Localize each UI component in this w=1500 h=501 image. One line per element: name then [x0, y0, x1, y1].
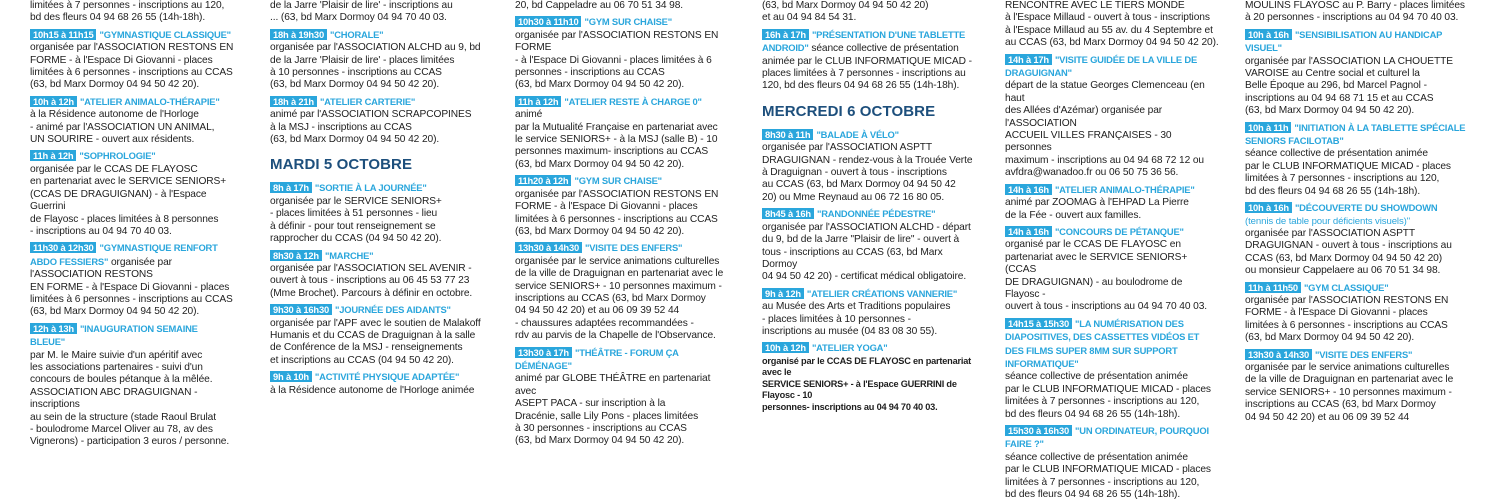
event-body: animé par la Mutualité Française en partenariat avec le service SENIORS+ - à la MSJ (salle B) - 10 personnes maximum- inscriptions au CCAS (63, bd Marx Dormoy 04 94 50 42 20). [515, 109, 718, 170]
event-body: séance collective de présentation animée par le CLUB INFORMATIQUE MICAD - places limitées à 7 personnes - inscriptions au 120, bd des fleurs 04 94 68 26 55 (14h-18h). [1005, 451, 1211, 501]
event-body: organisée par l'ASSOCIATION LA CHOUETTE VAROISE au Centre social et culturel la Belle Époque au 296, bd Marcel Pagnol - inscriptions au 04 94 68 71 15 et au CCAS (63, bd Marx Dormoy 04 94 50 42 20). [1245, 55, 1453, 117]
event-body: animé par l'ASSOCIATION SCRAPCOPINES à la MSJ - inscriptions au CCAS (63, bd Marx Dormoy 04 94 50 42 20). [270, 109, 472, 146]
event-body: animé par GLOBE THÉÂTRE en partenariat avec ASEPT PACA - sur inscription à la Dracénie, salle Lily Pons - places limitées à 30 personnes - inscriptions au CCAS (63, bd Marx Dormoy 04 94 50 42 20). [515, 373, 711, 447]
event-time: 10h à 12h [762, 342, 809, 353]
event-time: 10h15 à 11h15 [30, 29, 96, 40]
top-fragment: RENCONTRE AVEC LE TIERS MONDE à l'Espace Millaud - ouvert à tous - inscriptions à l'Espace Millaud au 55 av. du 4 Septembre et au CCAS (63, bd Marx Dormoy 04 94 50 42 20). [1005, 0, 1219, 49]
event-title: "SORTIE À LA JOURNÉE" [314, 182, 427, 194]
event-title: "ATELIER ANIMALO-THÉRAPIE" [79, 95, 220, 107]
event-title: "GYMNASTIQUE RENFORT ABDO FESSIERS" [30, 242, 218, 267]
event-time: 8h à 17h [270, 182, 312, 193]
event-visite-guidee [1005, 54, 1219, 180]
event-title: "ATELIER ANIMALO-THÉRAPIE" [1054, 183, 1195, 195]
event-body: organisée par l'ASSOCIATION ALCHD - départ du 9, bd de la Jarre "Plaisir de lire" - ouvert à tous - inscriptions au CCAS (63, bd Marx Dormoy 04 94 50 42 20) - certificat médical obligatoire. [762, 221, 971, 283]
event-time: 11h à 11h50 [1245, 282, 1301, 293]
top-fragment: MOULINS FLAYOSC au P. Barry - places limitées à 20 personnes - inscriptions au 04 94 70 40 03. [1245, 0, 1465, 24]
event-renfort-abdo [30, 242, 235, 318]
event-title: "INITIATION À LA TABLETTE SPÉCIALE SENIORS FACILOTAB" [1245, 121, 1466, 147]
event-gym-chaise [515, 16, 727, 91]
event-time: 15h30 à 16h30 [1005, 425, 1072, 436]
event-time: 16h à 17h [762, 29, 809, 40]
event-title: "ATELIER RESTE À CHARGE 0" [564, 95, 702, 107]
event-body: organisée par l'ASSOCIATION RESTONS EN FORME - à l'Espace Di Giovanni - places limitées à 6 personnes - inscriptions au CCAS (63, bd Marx Dormoy 04 94 50 42 20). [30, 256, 233, 318]
event-time: 13h30 à 14h30 [1245, 349, 1312, 360]
event-journee-aidants [270, 304, 482, 367]
event-title: "GYMNASTIQUE CLASSIQUE" [99, 28, 231, 40]
event-body: par M. le Maire suivie d'un apéritif avec les associations partenaires - suivi d'un concours de boules pétanque à la mêlée. ASSOCIATION ABC DRAGUIGNAN - inscriptions au sein de la structure (stade Raoul Brulat - boulodrome Marcel Oliver au 78, av des Vignerons) - participation 3 euros / personne. [30, 349, 230, 448]
event-time: 8h30 à 12h [270, 250, 322, 261]
event-title: "GYM SUR CHAISE" [584, 16, 672, 28]
event-body: organisée par le service animations culturelles de la ville de Draguignan en partenariat avec le service SENIORS+ - 10 personnes maximum - inscriptions au CCAS (63, bd Marx Dormoy 04 94 50 42 20) et au 06 09 39 52 44 [1245, 361, 1454, 423]
column-4 [762, 0, 980, 430]
event-time: 9h à 12h [762, 288, 804, 299]
event-title: "ATELIER CRÉATIONS VANNERIE" [806, 287, 958, 299]
event-title: "RANDONNÉE PÉDESTRE" [816, 208, 936, 220]
event-sortie-journee [270, 182, 482, 245]
event-body: organisée par l'ASSOCIATION RESTONS EN FORME - à l'Espace Di Giovanni - places limitées à 6 personnes - inscriptions au CCAS (63, bd Marx Dormoy 04 94 50 42 20). [515, 188, 719, 237]
event-title: "UN ORDINATEUR, POURQUOI FAIRE ?" [1005, 425, 1209, 450]
event-title: "GYM SUR CHAISE" [574, 175, 662, 187]
event-time: 14h à 17h [1005, 54, 1052, 65]
event-body: organisée par l'ASSOCIATION RESTONS EN FORME - à l'Espace Di Giovanni - places limitées à 6 personnes - inscriptions au CCAS (63, bd Marx Dormoy 04 94 50 42 20). [515, 29, 719, 91]
event-title: "MARCHE" [324, 249, 374, 261]
column-1 [30, 0, 235, 448]
event-title: "BALADE À VÉLO" [816, 128, 899, 140]
event-body: organisée par l'ASSOCIATION ALCHD au 9, bd de la Jarre 'Plaisir de lire' - places limitées à 10 personnes - inscriptions au CCAS (63, bd Marx Dormoy 04 94 50 42 20). [270, 42, 481, 91]
event-animalo-therapie [30, 96, 235, 147]
event-body: séance collective de présentation animée par le CLUB INFORMATIQUE MICAD - places limitées à 7 personnes - inscriptions au 120, bd des fleurs 04 94 68 26 55 (14h-18h). [762, 43, 972, 92]
event-title: "SENSIBILISATION AU HANDICAP VISUEL" [1245, 28, 1443, 54]
day-heading: MARDI 5 OCTOBRE [270, 156, 413, 174]
event-time: 12h à 13h [30, 323, 77, 334]
event-body: organisée par l'ASSOCIATION ASPTT DRAGUIGNAN - ouvert à tous - inscriptions au CCAS (63, bd Marx Dormoy 04 94 50 42 20) ou monsieur Cappelaere au 06 70 51 34 98. [1245, 227, 1452, 277]
event-randonnee [762, 208, 980, 283]
event-title: "VISITE GUIDÉE DE LA VILLE DE DRAGUIGNAN" [1005, 53, 1198, 79]
event-title: "GYM CLASSIQUE" [1303, 281, 1389, 293]
event-time: 10h à 12h [30, 96, 77, 107]
event-title: "CHORALE" [329, 28, 384, 40]
event-title: "CONCOURS DE PÉTANQUE" [1054, 225, 1184, 237]
event-time: 14h à 16h [1005, 184, 1052, 195]
event-reste-a-charge [515, 96, 727, 171]
column-2 [270, 0, 482, 430]
event-body: organisée par le CCAS DE FLAYOSC en partenariat avec le SERVICE SENIORS+ (CCAS DE DRAGUIGNAN) - à l'Espace Guerrini de Flayosc - places limitées à 8 personnes - inscriptions au 04 94 70 40 03. [30, 163, 227, 237]
column-3 [515, 0, 727, 447]
event-tablette-android [762, 29, 980, 93]
event-body: à la Résidence autonome de l'Horloge - animé par l'ASSOCIATION UN ANIMAL, UN SOURIRE - ouvert aux résidents. [30, 109, 215, 146]
event-showdown [1245, 202, 1470, 277]
event-time: 8h30 à 11h [762, 129, 813, 140]
event-title: "VISITE DES ENFERS" [1315, 348, 1413, 360]
event-time: 14h15 à 15h30 [1005, 318, 1072, 329]
event-title: "DÉCOUVERTE DU SHOWDOWN [1294, 202, 1438, 214]
event-time: 10h à 11h [1245, 122, 1291, 133]
event-body: organisée par le SERVICE SENIORS+ - places limitées à 51 personnes - lieu à définir - pour tout renseignement se rapprocher du CCAS (04 94 50 42 20). [270, 195, 442, 245]
top-fragment: de la Jarre 'Plaisir de lire' - inscriptions au ... (63, bd Marx Dormoy 04 94 70 40 03. [270, 0, 453, 24]
event-handicap-visuel [1245, 29, 1470, 118]
event-subtitle: (tennis de table pour déficients visuels)" [1245, 215, 1411, 227]
event-title: "ACTIVITÉ PHYSIQUE ADAPTÉE" [314, 371, 460, 383]
event-time: 11h à 12h [30, 150, 76, 161]
event-title: "JOURNÉE DES AIDANTS" [334, 304, 451, 316]
event-time: 18h à 21h [270, 96, 317, 107]
event-gym-classique [30, 29, 235, 92]
event-body: organisée par l'ASSOCIATION RESTONS EN FORME - à l'Espace Di Giovanni - places limitées à 6 personnes - inscriptions au CCAS (63, bd Marx Dormoy 04 94 50 42 20). [1245, 294, 1449, 344]
event-time: 9h30 à 16h30 [270, 304, 332, 315]
event-title: "INAUGURATION SEMAINE BLEUE" [30, 322, 198, 348]
event-animalo-therapie-2 [1005, 184, 1219, 222]
event-time: 18h à 19h30 [270, 29, 327, 40]
event-time: 11h à 12h [515, 96, 561, 107]
day-heading: MERCREDI 6 OCTOBRE [762, 102, 936, 120]
event-carterie [270, 96, 482, 147]
top-fragment: (63, bd Marx Dormoy 04 94 50 42 20) et au 04 94 84 54 31. [762, 0, 929, 24]
column-6 [1245, 0, 1470, 430]
event-body: séance collective de présentation animée par le CLUB INFORMATIQUE MICAD - places limitées à 7 personnes - inscriptions au 120, bd des fleurs 04 94 68 26 55 (14h-18h). [1005, 371, 1211, 420]
event-body: organisé par le CCAS DE FLAYOSC en partenariat avec le SERVICE SENIORS+ (CCAS DE DRAGUIGNAN) - au boulodrome de Flayosc - ouvert à tous - inscriptions au 04 94 70 40 03. [1005, 239, 1208, 313]
event-facilotab [1245, 122, 1470, 198]
event-time: 11h20 à 12h [515, 175, 571, 186]
event-time: 10h à 16h [1245, 202, 1292, 213]
event-title: "VISITE DES ENFERS" [585, 242, 683, 254]
event-body: au Musée des Arts et Traditions populaires - places limitées à 10 personnes - inscriptions au musée (04 83 08 30 55). [762, 301, 951, 337]
event-time: 10h30 à 11h10 [515, 16, 581, 27]
event-time: 13h30 à 17h [515, 347, 572, 358]
event-gym-classique-2 [1245, 282, 1470, 345]
event-title: "ATELIER YOGA" [811, 342, 888, 354]
event-body: organisée par l'ASSOCIATION RESTONS EN FORME - à l'Espace Di Giovanni - places limitées à 6 personnes - inscriptions au CCAS (63, bd Marx Dormoy 04 94 50 42 20). [30, 42, 234, 91]
event-time: 8h45 à 16h [762, 208, 814, 219]
event-ordinateur [1005, 425, 1219, 501]
column-5 [1005, 0, 1219, 501]
event-body: organisée par l'ASSOCIATION SEL AVENIR - ouvert à tous - inscriptions au 06 45 53 77 23 (Mme Brochet). Parcours à définir en octobre. [270, 262, 473, 299]
event-yoga [762, 342, 980, 413]
event-petanque [1005, 226, 1219, 314]
event-time: 10h à 16h [1245, 29, 1292, 40]
event-inauguration [30, 323, 235, 449]
event-title: "SOPHROLOGIE" [79, 150, 156, 162]
event-body: animé par ZOOMAG à l'EHPAD La Pierre de la Fée - ouvert aux familles. [1005, 197, 1189, 221]
event-body: organisée par l'APF avec le soutien de Malakoff Humanis et du CCAS de Draguignan à la salle de Conférence de la MSJ - renseignements et inscriptions au CCAS (04 94 50 42 20). [270, 317, 481, 366]
event-body: organisée par le service animations culturelles de la ville de Draguignan en partenariat avec le service SENIORS+ - 10 personnes maximum - inscriptions au CCAS (63, bd Marx Dormoy 04 94 50 42 20) et au 06 09 39 52 44 - chaussures adaptées recommandées - rdv au parvis de la Chapelle de l'Observance. [515, 255, 724, 342]
event-body: départ de la statue Georges Clemenceau (en haut des Allées d'Azémar) organisée par l'ASSOCIATION ACCUEIL VILLES FRANÇAISES - 30 personnes maximum - inscriptions au 04 94 68 72 12 ou avfdra@wanadoo.fr ou 06 50 75 36 56. [1005, 80, 1205, 179]
event-activite-physique [270, 371, 482, 397]
event-body: organisé par le CCAS DE FLAYOSC en partenariat avec le SERVICE SENIORS+ - à l'Espace GUERRINI de Flayosc - 10 personnes- inscriptions au 04 94 70 40 03. [762, 355, 971, 412]
event-vannerie [762, 288, 980, 339]
top-fragment: 20, bd Cappeladre au 06 70 51 34 98. [515, 0, 684, 11]
event-balade-velo [762, 129, 980, 204]
event-gym-chaise-2 [515, 175, 727, 238]
event-time: 9h à 10h [270, 371, 312, 382]
event-body: séance collective de présentation animée par le CLUB INFORMATIQUE MICAD - places limitées à 7 personnes - inscriptions au 120, bd des fleurs 04 94 68 26 55 (14h-18h). [1245, 148, 1451, 197]
event-title: "ATELIER CARTERIE" [319, 95, 416, 107]
event-body: à la Résidence autonome de l'Horloge animée [270, 384, 475, 396]
event-visite-enfers-2 [1245, 349, 1470, 424]
top-fragment: limitées à 7 personnes - inscriptions au 120, bd des fleurs 04 94 68 26 55 (14h-18h). [30, 0, 225, 24]
event-time: 11h30 à 12h30 [30, 242, 96, 253]
event-body: organisée par l'ASSOCIATION ASPTT DRAGUIGNAN - rendez-vous à la Trouée Verte à Draguignan - ouvert à tous - inscriptions au CCAS (63, bd Marx Dormoy 04 94 50 42 20) ou Mme Reynaud au 06 72 16 80 05. [762, 142, 973, 203]
event-time: 13h30 à 14h30 [515, 242, 582, 253]
event-theatre-forum [515, 347, 727, 448]
event-sophrologie [30, 150, 235, 238]
event-title: "PRÉSENTATION D'UNE TABLETTE ANDROID" [762, 28, 966, 54]
event-marche [270, 250, 482, 301]
event-numerisation [1005, 318, 1219, 421]
event-title: "LA NUMÉRISATION DES DIAPOSITIVES, DES CASSETTES VIDÉOS ET DES FILMS SUPER 8MM SUR SUPPORT INFORMATIQUE" [1005, 317, 1200, 369]
event-chorale [270, 29, 482, 92]
event-time: 14h à 16h [1005, 226, 1052, 237]
event-visite-enfers [515, 242, 727, 342]
event-title: "THÉÂTRE - FORUM ÇA DÉMÉNAGE" [515, 346, 679, 371]
